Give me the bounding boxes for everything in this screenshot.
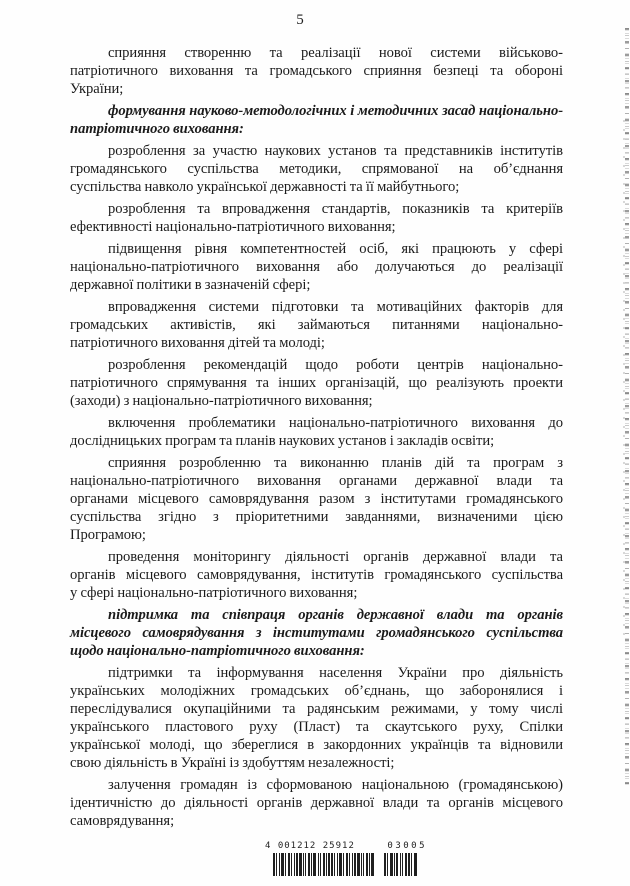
barcode-bar — [408, 853, 410, 876]
paragraph — [70, 200, 563, 236]
text-line: української молоді, що збереглися в закордонних українців та відновили — [70, 737, 563, 753]
text-line: впровадження системи підготовки та мотиваційних факторів для — [108, 299, 563, 315]
barcode-bar — [400, 853, 401, 876]
barcode-bar — [311, 853, 312, 876]
barcode-bar — [318, 853, 319, 876]
text-line: патріотичного виховання: — [70, 121, 244, 137]
barcode-bar — [361, 853, 362, 876]
barcode-main-number: 4 001212 25912 — [265, 841, 355, 851]
text-line: розроблення рекомендацій щодо роботи центрів національно- — [108, 357, 563, 373]
barcode-bar — [390, 853, 393, 876]
barcode-bar — [337, 853, 338, 876]
barcode-bar — [384, 853, 386, 876]
subheading-paragraph — [70, 606, 563, 660]
text-line: підтримка та співпраця органів державної влади та органів — [108, 607, 563, 623]
document-body — [70, 44, 563, 830]
barcode-bar — [288, 853, 290, 876]
text-line: щодо національно-патріотичного виховання: — [70, 643, 365, 659]
barcode-bar — [326, 853, 327, 876]
text-line: у сфері національно-патріотичного виховання; — [70, 585, 358, 601]
paragraph — [70, 142, 563, 196]
text-line: патріотичного виховання дітей та молоді; — [70, 335, 325, 351]
text-line: переслідувалися окупаційними та радянським режимами, у тому числі — [70, 701, 563, 717]
text-line: державної політики в зазначеній сфері; — [70, 277, 311, 293]
barcode-bar — [357, 853, 360, 876]
barcode-bar — [285, 853, 286, 876]
text-line: органів місцевого самоврядування, інститутів громадянського суспільства — [70, 567, 563, 583]
text-line: громадянського суспільства методики, спрямованої на об’єднання — [70, 161, 563, 177]
text-line: місцевого самоврядування з інститутами громадянського суспільства — [70, 625, 563, 641]
text-line: (заходи) з національно-патріотичного виховання; — [70, 393, 373, 409]
paragraph — [70, 356, 563, 410]
text-line: суспільства згідно з пріоритетними завданнями, визначеними цією — [70, 509, 563, 525]
paragraph — [70, 298, 563, 352]
barcode-bar — [334, 853, 335, 876]
text-line: підтримки та інформування населення України про діяльність — [108, 665, 563, 681]
text-line: дослідницьких програм та планів наукових установ і закладів освіти; — [70, 433, 495, 449]
barcode-bar — [323, 853, 325, 876]
barcode-numbers — [265, 841, 427, 852]
paragraph — [70, 548, 563, 602]
barcode-bar — [279, 853, 280, 876]
text-line: національно-патріотичного виховання органами державної влади та — [70, 473, 563, 489]
text-line: органами місцевого самоврядування разом з інститутами громадянського — [70, 491, 563, 507]
barcode-bar — [346, 853, 348, 876]
text-line: включення проблематики національно-патріотичного виховання до — [108, 415, 563, 431]
text-line: проведення моніторингу діяльності органів державної влади та — [108, 549, 563, 565]
barcode-bar — [296, 853, 298, 876]
text-line: розроблення за участю наукових установ та представників інститутів — [108, 143, 563, 159]
barcode-bars-addon — [384, 853, 418, 876]
barcode-bar — [396, 853, 398, 876]
paragraph — [70, 44, 563, 98]
scan-edge-artifact — [625, 28, 629, 788]
scan-edge-artifact-light — [623, 120, 625, 640]
barcode-bar — [414, 853, 417, 876]
barcode-bars — [265, 853, 427, 876]
page-number: 5 — [296, 12, 304, 28]
text-line: національно-патріотичного виховання або долучаються до реалізації — [70, 259, 563, 275]
barcode-bar — [320, 853, 321, 876]
barcode-bar — [273, 853, 275, 876]
barcode-bar — [402, 853, 403, 876]
paragraph — [70, 454, 563, 544]
text-line: залучення громадян із сформованою національною (громадянською) — [108, 777, 563, 793]
barcode-bar — [387, 853, 388, 876]
barcode-bar — [354, 853, 356, 876]
text-line: ефективності національно-патріотичного виховання; — [70, 219, 396, 235]
text-line: громадських активістів, які займаються питаннями національно- — [70, 317, 563, 333]
barcode-bar — [308, 853, 310, 876]
barcode-bars-main — [273, 853, 376, 876]
text-line: українського пластового руху (Пласт) та скаутського руху, Спілки — [70, 719, 563, 735]
barcode-bar — [411, 853, 412, 876]
text-line: самоврядування; — [70, 813, 175, 829]
barcode-bar — [394, 853, 395, 876]
barcode-bar — [349, 853, 350, 876]
barcode-bar — [369, 853, 370, 876]
text-line: формування науково-методологічних і методичних засад національно- — [108, 103, 563, 119]
barcode-bar — [363, 853, 364, 876]
barcode-bar — [328, 853, 330, 876]
text-line: сприяння розробленню та виконанню планів дій та програм з — [108, 455, 563, 471]
barcode-bar — [371, 853, 374, 876]
text-line: патріотичного спрямування та інших організацій, що реалізують проекти — [70, 375, 563, 391]
barcode-bar — [313, 853, 316, 876]
text-line: підвищення рівня компетентностей осіб, які працюють у сфері — [108, 241, 563, 257]
paragraph — [70, 776, 563, 830]
barcode-bar — [405, 853, 407, 876]
text-line: свою діяльність в Україні із здобуттям незалежності; — [70, 755, 395, 771]
barcode-bar — [305, 853, 306, 876]
text-line: суспільства навколо української державності та її майбутнього; — [70, 179, 460, 195]
barcode-bar — [299, 853, 302, 876]
barcode — [265, 841, 427, 876]
paragraph — [70, 240, 563, 294]
text-line: патріотичного виховання та громадського сприяння безпеці та обороні — [70, 63, 563, 79]
barcode-addon-number: 03005 — [387, 841, 427, 851]
barcode-bar — [276, 853, 277, 876]
text-line: ідентичністю до діяльності органів державної влади та органів місцевого — [70, 795, 563, 811]
barcode-bar — [331, 853, 333, 876]
barcode-bar — [366, 853, 368, 876]
text-line: сприяння створенню та реалізації нової системи військово- — [108, 45, 563, 61]
text-line: України; — [70, 81, 124, 97]
text-line: розроблення та впровадження стандартів, показників та критеріїв — [108, 201, 563, 217]
subheading-paragraph — [70, 102, 563, 138]
barcode-bar — [352, 853, 353, 876]
barcode-bar — [294, 853, 295, 876]
text-line: Програмою; — [70, 527, 146, 543]
barcode-bar — [343, 853, 344, 876]
barcode-bar — [303, 853, 304, 876]
paragraph — [70, 414, 563, 450]
barcode-bar — [339, 853, 342, 876]
barcode-bar — [281, 853, 284, 876]
paragraph — [70, 664, 563, 772]
text-line: українських молодіжних громадських об’єднань, що заборонялися і — [70, 683, 563, 699]
barcode-bar — [291, 853, 292, 876]
